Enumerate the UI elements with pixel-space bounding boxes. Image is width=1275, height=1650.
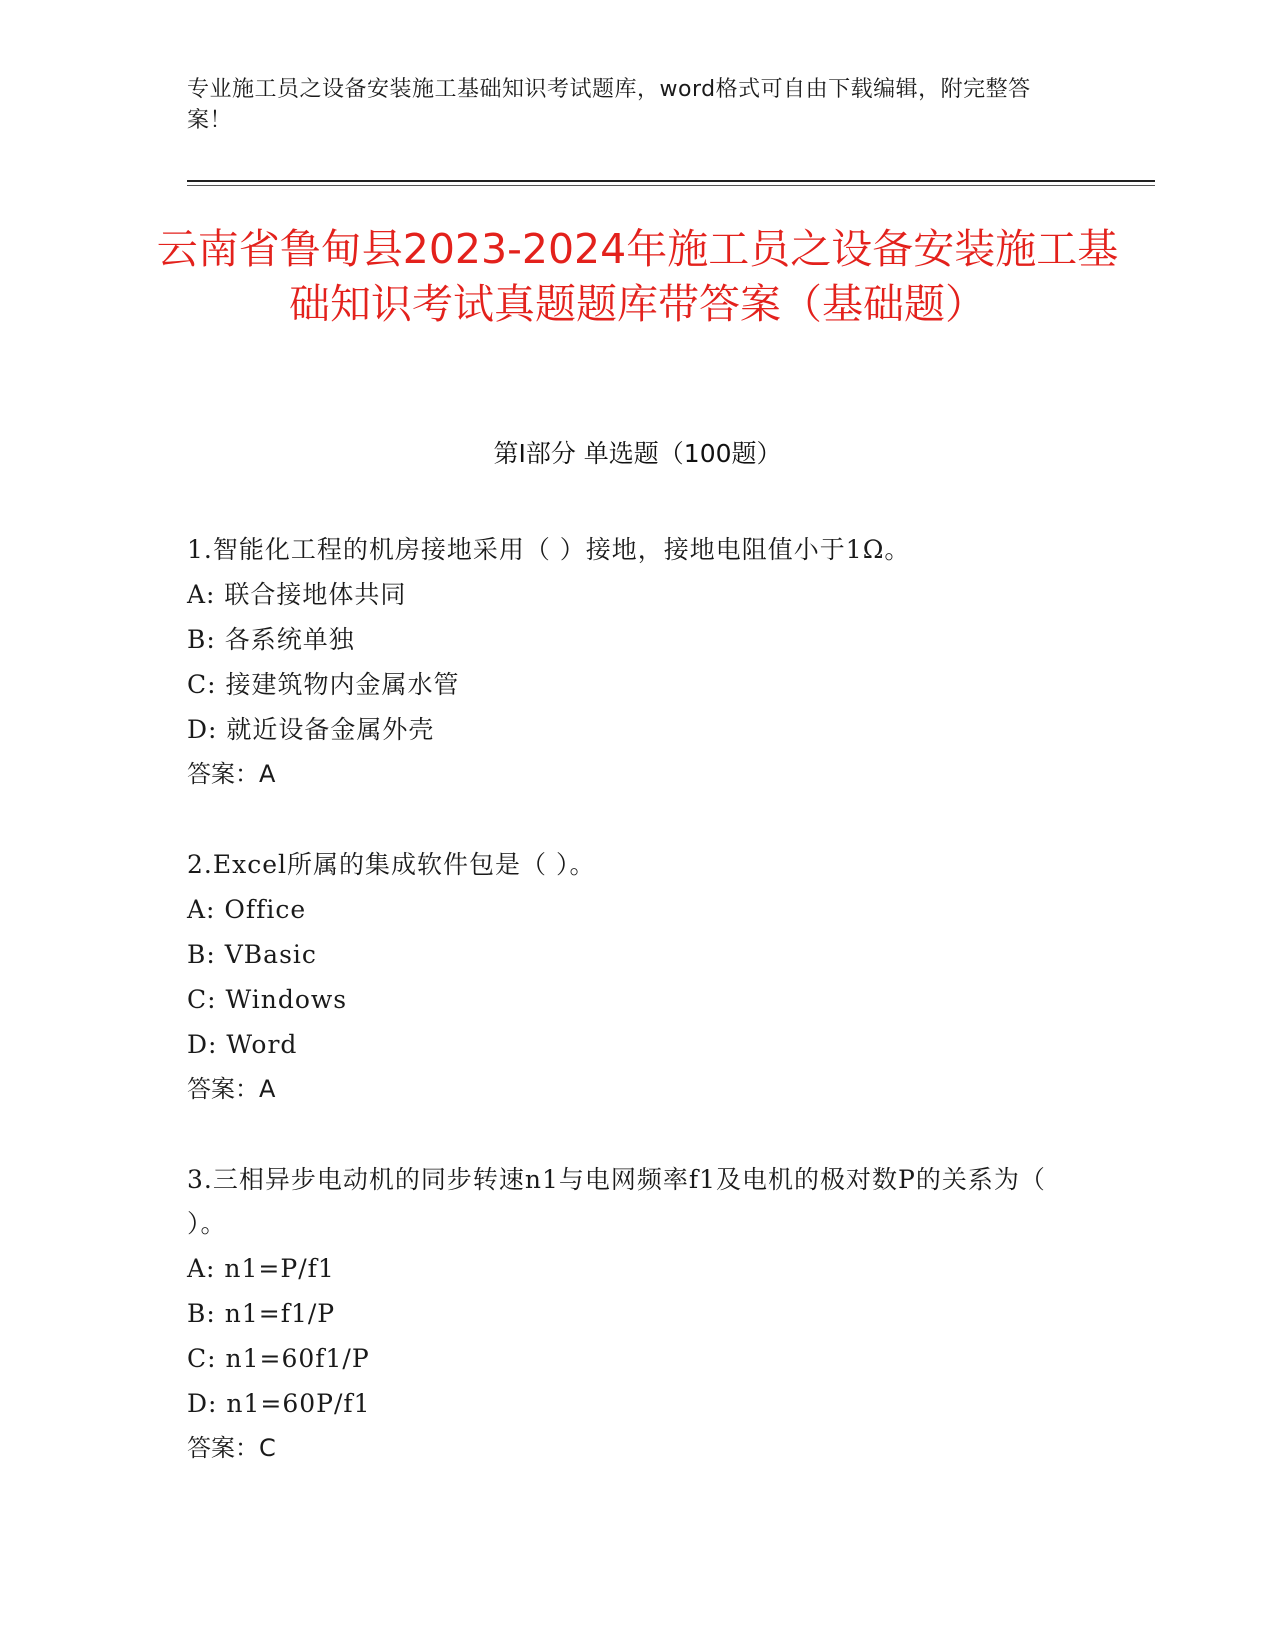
header-rule-thin <box>187 185 1155 186</box>
question-stem: 3.三相异步电动机的同步转速n1与电网频率f1及电机的极对数P的关系为（ ）。 <box>187 1165 1046 1238</box>
question-stem: 1.智能化工程的机房接地采用（ ）接地，接地电阻值小于1Ω。 <box>187 535 911 564</box>
answer: 答案：C <box>187 1434 276 1462</box>
header-note: 专业施工员之设备安装施工基础知识考试题库，word格式可自由下载编辑，附完整答案！ <box>187 77 1031 133</box>
option-b: B: 各系统单独 <box>187 625 355 654</box>
option-a: A: n1=P/f1 <box>187 1254 335 1283</box>
question-1 <box>187 528 1067 797</box>
option-b: B: n1=f1/P <box>187 1299 336 1328</box>
answer: 答案：A <box>187 1075 276 1103</box>
option-b: B: VBasic <box>187 940 317 969</box>
answer: 答案：A <box>187 760 276 788</box>
question-list <box>187 528 1067 1517</box>
option-d: D: n1=60P/f1 <box>187 1389 371 1418</box>
question-2 <box>187 843 1067 1112</box>
option-c: C: Windows <box>187 985 348 1014</box>
option-d: D: 就近设备金属外壳 <box>187 715 435 744</box>
question-stem: 2.Excel所属的集成软件包是（ ）。 <box>187 850 596 879</box>
header-rule-thick <box>187 180 1155 182</box>
option-c: C: 接建筑物内金属水管 <box>187 670 460 699</box>
option-d: D: Word <box>187 1030 298 1059</box>
option-a: A: 联合接地体共同 <box>187 580 407 609</box>
section-heading: 第Ⅰ部分 单选题（100题） <box>493 439 782 468</box>
option-c: C: n1=60f1/P <box>187 1344 370 1373</box>
question-3 <box>187 1158 1067 1471</box>
option-a: A: Office <box>187 895 307 924</box>
document-title: 云南省鲁甸县2023-2024年施工员之设备安装施工基础知识考试真题题库带答案（基础题） <box>156 225 1119 328</box>
